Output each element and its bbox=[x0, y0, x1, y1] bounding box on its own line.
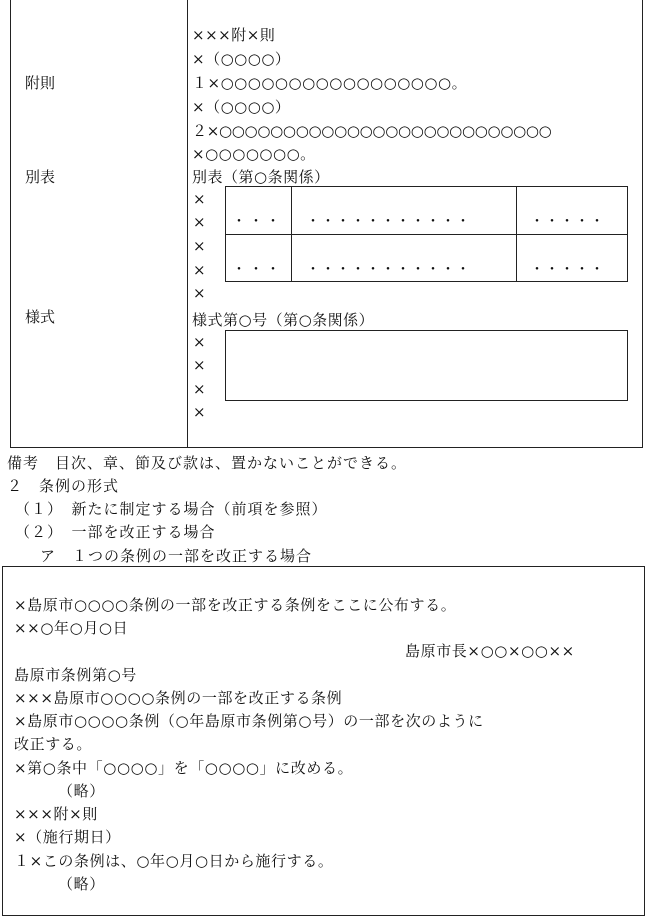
label-appendix-table: 別表 bbox=[25, 168, 56, 186]
omitted-1: （略） bbox=[58, 782, 105, 800]
amendment-clause: ×第○条中「○○○○」を「○○○○」に改める。 bbox=[14, 759, 354, 777]
note-item-1: （１） 新たに制定する場合（前項を参照） bbox=[15, 500, 328, 518]
appendix-cell-text: ・・・ bbox=[232, 262, 283, 278]
promulgation-line: ×島原市○○○○条例の一部を改正する条例をここに公布する。 bbox=[14, 596, 457, 614]
appendix-marker-5: × bbox=[193, 284, 206, 302]
form-title: 様式第○号（第○条関係） bbox=[192, 311, 375, 329]
appendix-title: 別表（第○条関係） bbox=[192, 168, 330, 186]
label-supplementary: 附則 bbox=[25, 74, 56, 92]
supplementary-line-3: １×○○○○○○○○○○○○○○○○○。 bbox=[192, 74, 468, 92]
date-line: ××○年○月○日 bbox=[14, 619, 129, 637]
appendix-marker-2: × bbox=[193, 213, 206, 231]
omitted-2: （略） bbox=[58, 875, 105, 893]
supplementary-line-4: ×（○○○○） bbox=[192, 98, 291, 116]
note-remarks: 備考 目次、章、節及び款は、置かないことができる。 bbox=[7, 454, 408, 472]
form-marker-1: × bbox=[193, 333, 206, 351]
form-box bbox=[225, 330, 628, 401]
supplementary-line-2: ×（○○○○） bbox=[192, 50, 291, 68]
mayor-line: 島原市長×○○×○○×× bbox=[405, 642, 575, 660]
ordinance-number: 島原市条例第○号 bbox=[14, 666, 137, 684]
appendix-cell-text: ・・・・・・・・・・・ bbox=[306, 262, 471, 278]
appendix-cell-text: ・・・ bbox=[232, 214, 283, 230]
note-item-2: （２） 一部を改正する場合 bbox=[15, 523, 216, 541]
supplementary-line-5: ２×○○○○○○○○○○○○○○○○○○○○○○○○○○ bbox=[192, 122, 552, 140]
supplementary-line-1: ×××附×則 bbox=[192, 26, 276, 44]
appendix-marker-4: × bbox=[193, 261, 206, 279]
supplementary-line-6: ×○○○○○○○。 bbox=[192, 145, 316, 163]
ordinance-title: ×××島原市○○○○条例の一部を改正する条例 bbox=[14, 689, 343, 707]
appendix-cell-text: ・・・・・ bbox=[530, 262, 605, 278]
amendment-text-1: ×島原市○○○○条例（○年島原市条例第○号）の一部を次のように bbox=[14, 712, 484, 730]
label-form: 様式 bbox=[25, 308, 56, 326]
form-marker-3: × bbox=[193, 380, 206, 398]
form-marker-2: × bbox=[193, 356, 206, 374]
supplementary-heading: ×××附×則 bbox=[14, 805, 98, 823]
amendment-text-2: 改正する。 bbox=[14, 735, 93, 753]
appendix-cell-text: ・・・・・・・・・・・ bbox=[306, 214, 471, 230]
form-marker-4: × bbox=[193, 403, 206, 421]
note-section-2: ２ 条例の形式 bbox=[7, 477, 120, 495]
note-item-a: ア １つの条例の一部を改正する場合 bbox=[40, 547, 313, 565]
effective-date-heading: ×（施行期日） bbox=[14, 828, 121, 846]
appendix-cell-text: ・・・・・ bbox=[530, 214, 605, 230]
appendix-marker-3: × bbox=[193, 237, 206, 255]
effective-date-clause: １×この条例は、○年○月○日から施行する。 bbox=[14, 852, 334, 870]
upper-table-divider bbox=[187, 0, 188, 448]
appendix-marker-1: × bbox=[193, 190, 206, 208]
